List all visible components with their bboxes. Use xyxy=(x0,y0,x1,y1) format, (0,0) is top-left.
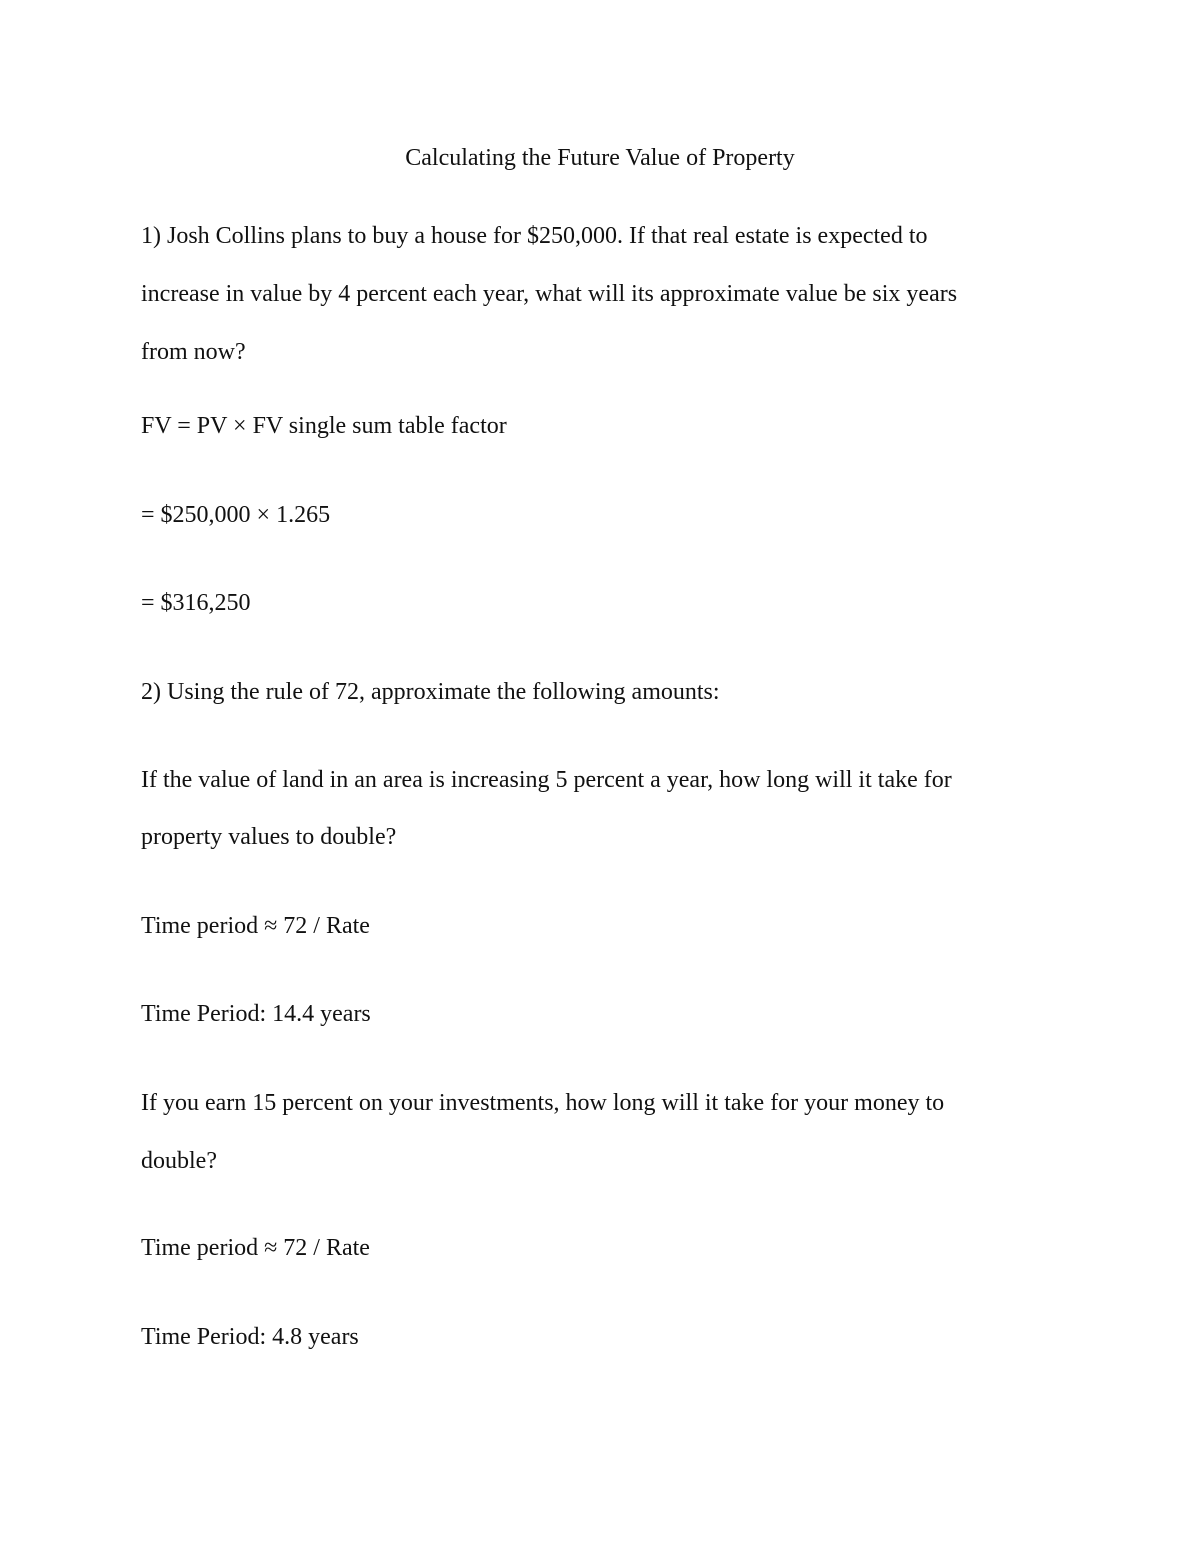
question2b-answer: Time Period: 4.8 years xyxy=(141,1324,359,1350)
question2-intro: 2) Using the rule of 72, approximate the following amounts: xyxy=(141,679,720,705)
question1-text-line2: increase in value by 4 percent each year, what will its approximate value be six years xyxy=(141,281,958,307)
question1-formula: FV = PV × FV single sum table factor xyxy=(141,413,507,439)
question2a-text-line2: property values to double? xyxy=(141,824,397,850)
question1-text-line3: from now? xyxy=(141,339,246,365)
page-title: Calculating the Future Value of Property xyxy=(405,145,795,171)
question1-step1: = $250,000 × 1.265 xyxy=(141,502,331,528)
question2b-formula: Time period ≈ 72 / Rate xyxy=(141,1235,370,1261)
question2b-text-line2: double? xyxy=(141,1148,217,1174)
question2b-text-line1: If you earn 15 percent on your investments, how long will it take for your money to xyxy=(141,1090,945,1116)
question1-answer: = $316,250 xyxy=(141,590,251,616)
question1-text-line1: 1) Josh Collins plans to buy a house for $250,000. If that real estate is expected to xyxy=(141,223,928,249)
question2a-answer: Time Period: 14.4 years xyxy=(141,1001,371,1027)
question2a-formula: Time period ≈ 72 / Rate xyxy=(141,913,370,939)
question2a-text-line1: If the value of land in an area is increasing 5 percent a year, how long will it take for xyxy=(141,767,952,793)
